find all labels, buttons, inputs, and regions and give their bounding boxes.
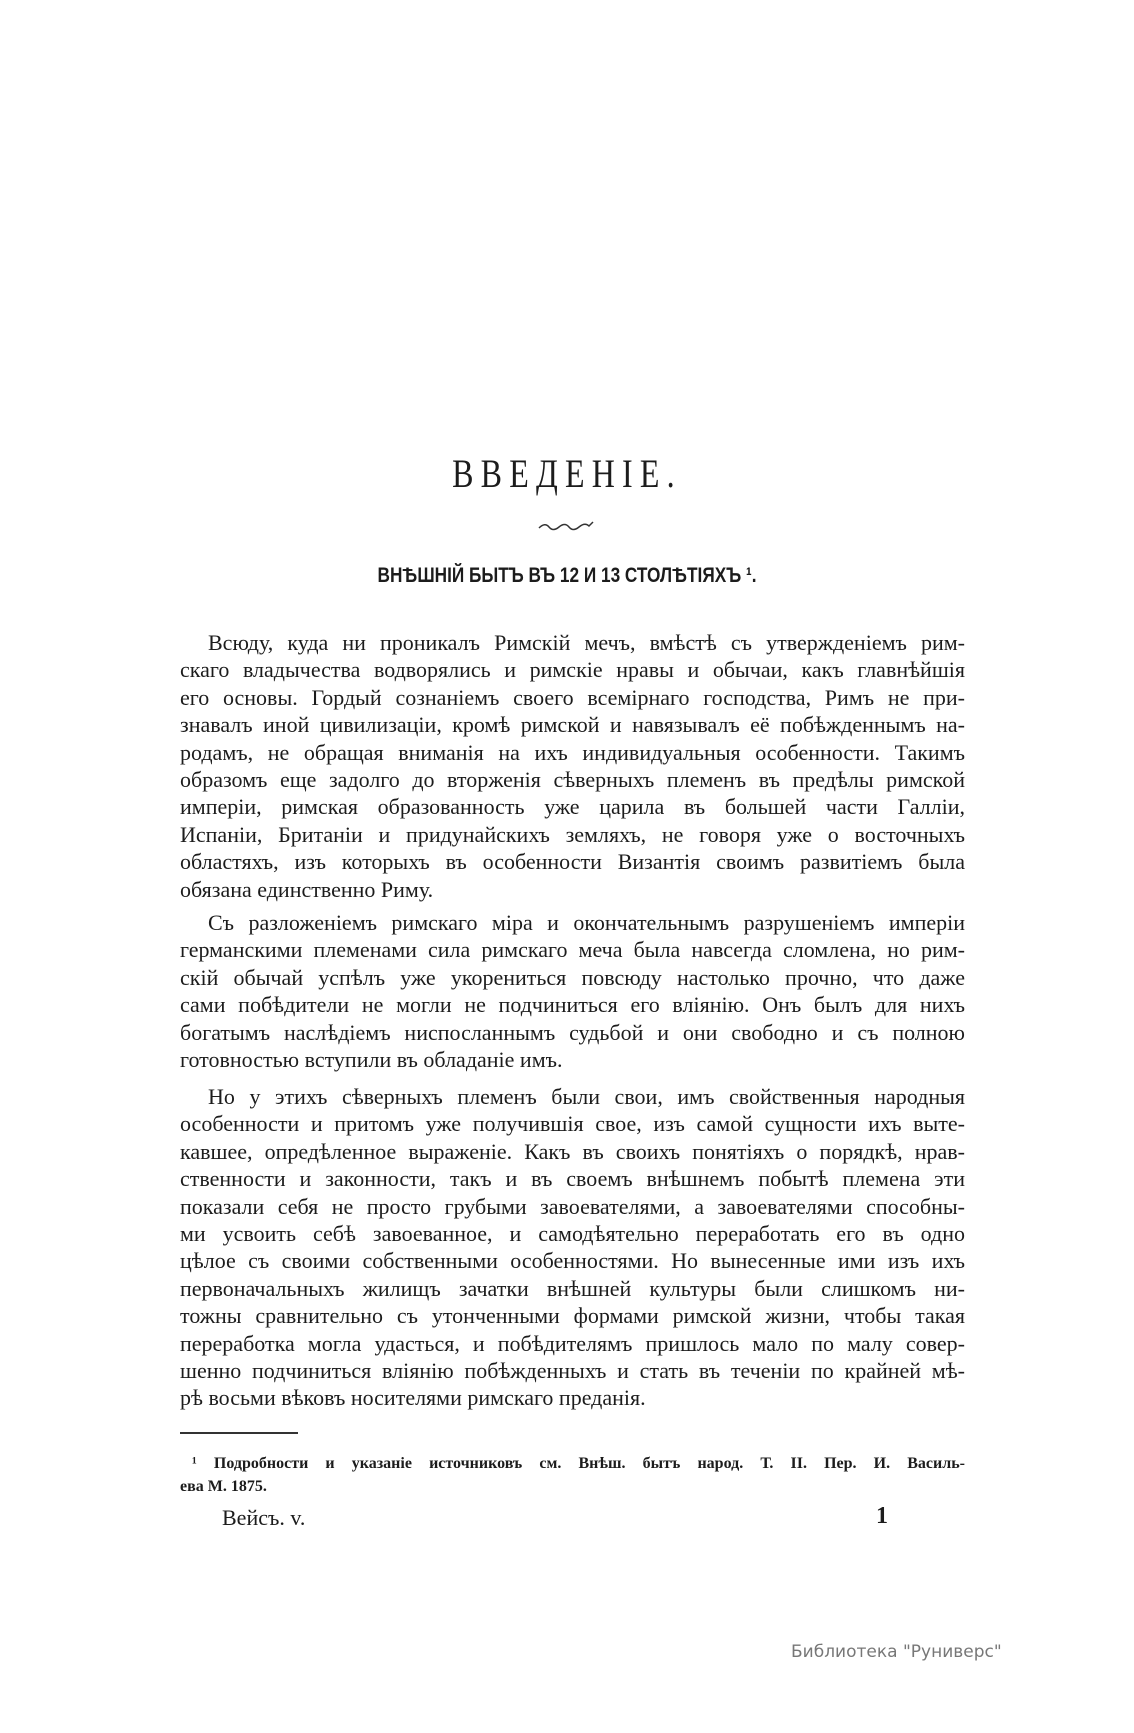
text-line: готовностью вступили въ обладаніе имъ. [180, 1046, 563, 1072]
paragraph-3 [180, 1083, 965, 1412]
text-line: богатымъ наслѣдіемъ ниспосланнымъ судьбой и они свободно и съ полною [180, 1019, 965, 1045]
footnote-rule [180, 1432, 298, 1434]
signature-mark: Вейсъ. v. [222, 1505, 306, 1530]
text-line: Испаніи, Британіи и придунайскихъ земляхъ, не говоря уже о восточныхъ [180, 821, 965, 847]
text-line: первоначальныхъ жилищъ зачатки внѣшней культуры были слишкомъ ни- [180, 1275, 965, 1301]
chapter-title: ВВЕДЕНІЕ. [452, 451, 682, 496]
ornament-divider [537, 518, 597, 532]
footnote [180, 1452, 965, 1498]
text-line: скаго владычества водворялись и римскіе нравы и обычаи, какъ главнѣйшія [180, 657, 965, 683]
footnote-line: ¹ Подробности и указаніе источниковъ см. Внѣш. бытъ народ. Т. II. Пер. И. Василь- [192, 1455, 965, 1472]
text-line: обязана единственно Риму. [180, 876, 434, 902]
footnote-line: ева М. 1875. [180, 1478, 267, 1495]
library-watermark: Библиотека "Руниверс" [791, 1642, 1002, 1662]
text-line: образомъ еще задолго до вторженія сѣверныхъ племенъ въ предѣлы римской [180, 766, 965, 792]
text-line: Но у этихъ сѣверныхъ племенъ были свои, имъ свойственныя народныя [208, 1084, 965, 1109]
text-line: знавалъ иной цивилизаціи, кромѣ римской и навязывалъ её побѣжденнымъ на- [180, 712, 965, 738]
text-line: Всюду, куда ни проникалъ Римскій мечъ, вмѣстѣ съ утвержденіемъ рим- [208, 630, 965, 655]
text-line: Съ разложеніемъ римскаго міра и окончательнымъ разрушеніемъ имперіи [208, 910, 965, 935]
section-heading: ВНѢШНІЙ БЫТЪ ВЪ 12 И 13 СТОЛѢТІЯХЪ ¹. [377, 564, 757, 587]
text-line: родамъ, не обращая вниманія на ихъ индивидуальныя особенности. Такимъ [180, 739, 965, 765]
text-line: кавшее, опредѣленное выраженіе. Какъ въ своихъ понятіяхъ о порядкѣ, нрав- [180, 1138, 965, 1164]
text-line: цѣлое съ своими собственными особенностями. Но вынесенные ими изъ ихъ [180, 1248, 965, 1274]
paragraph-1 [180, 629, 965, 903]
text-line: имперіи, римская образованность уже царила въ большей части Галліи, [180, 794, 965, 820]
text-line: областяхъ, изъ которыхъ въ особенности Византія своимъ развитіемъ была [180, 849, 965, 875]
text-line: переработка могла удасться, и побѣдителямъ пришлось мало по малу совер- [180, 1330, 965, 1356]
text-line: его основы. Гордый сознаніемъ своего всемірнаго господства, Римъ не при- [180, 684, 965, 710]
text-line: германскими племенами сила римскаго меча была навсегда сломлена, но рим- [180, 937, 965, 963]
text-line: особенности и притомъ уже получившія свое, изъ самой сущности ихъ выте- [180, 1111, 965, 1137]
text-line: ми усвоить себѣ завоеванное, и самодѣятельно переработать его въ одно [180, 1220, 965, 1246]
text-line: ственности и законности, такъ и въ своемъ внѣшнемъ побытѣ племена эти [180, 1166, 965, 1192]
text-line: рѣ восьми вѣковъ носителями римскаго преданія. [180, 1385, 646, 1411]
text-line: сами побѣдители не могли не подчиниться его вліянію. Онъ былъ для нихъ [180, 992, 965, 1018]
paragraph-2 [180, 909, 965, 1073]
text-line: шенно подчиниться вліянію побѣжденныхъ и стать въ теченіи по крайней мѣ- [180, 1357, 965, 1383]
text-line: скій обычай успѣлъ уже укорениться повсюду настолько прочно, что даже [180, 964, 965, 990]
page-number: 1 [876, 1503, 888, 1529]
text-line: показали себя не просто грубыми завоевателями, а завоевателями способны- [180, 1193, 965, 1219]
text-line: тожны сравнительно съ утонченными формами римской жизни, чтобы такая [180, 1303, 965, 1329]
